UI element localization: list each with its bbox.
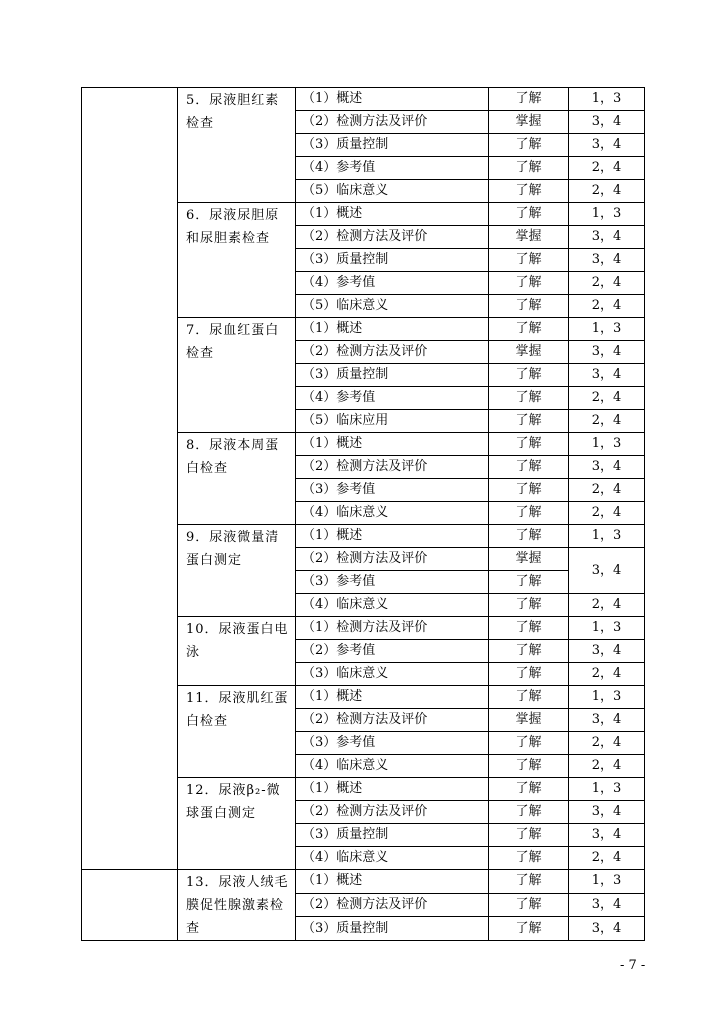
requirement-level: 了解 [489,663,569,686]
exam-code: 3，4 [569,824,645,847]
requirement-level: 了解 [489,732,569,755]
exam-code: 3，4 [569,134,645,157]
exam-code: 3，4 [569,709,645,732]
requirement-level: 了解 [489,157,569,180]
requirement-level: 了解 [489,686,569,709]
requirement-level: 了解 [489,88,569,111]
requirement-level: 了解 [489,364,569,387]
requirement-level: 掌握 [489,709,569,732]
requirement-level: 了解 [489,456,569,479]
exam-code: 2，4 [569,295,645,318]
requirement-level: 了解 [489,778,569,801]
syllabus-table [81,87,645,941]
exam-code: 2，4 [569,663,645,686]
exam-code: 3，4 [569,111,645,134]
content-item: （2）检测方法及评价 [296,893,489,917]
content-item: （3）质量控制 [296,917,489,941]
exam-code: 1，3 [569,88,645,111]
topic-title: 11．尿液肌红蛋白检查 [178,686,296,778]
exam-code: 1，3 [569,318,645,341]
exam-code: 3，4 [569,341,645,364]
content-item: （1）概述 [296,778,489,801]
content-item: （5）临床意义 [296,295,489,318]
requirement-level: 了解 [489,479,569,502]
requirement-level: 了解 [489,502,569,525]
requirement-level: 了解 [489,594,569,617]
content-item: （4）临床意义 [296,594,489,617]
section-cell [82,88,178,870]
exam-code: 2，4 [569,755,645,778]
exam-code: 3，4 [569,249,645,272]
requirement-level: 了解 [489,571,569,594]
content-item: （3）参考值 [296,732,489,755]
content-item: （4）参考值 [296,157,489,180]
exam-code: 2，4 [569,157,645,180]
requirement-level: 了解 [489,640,569,663]
topic-title: 6．尿液尿胆原和尿胆素检查 [178,203,296,318]
topic-title: 5．尿液胆红素检查 [178,88,296,203]
requirement-level: 了解 [489,180,569,203]
content-item: （2）检测方法及评价 [296,801,489,824]
requirement-level: 了解 [489,801,569,824]
requirement-level: 了解 [489,203,569,226]
requirement-level: 了解 [489,755,569,778]
exam-code: 3，4 [569,640,645,663]
requirement-level: 了解 [489,917,569,941]
requirement-level: 了解 [489,893,569,917]
requirement-level: 了解 [489,272,569,295]
exam-code: 3，4 [569,801,645,824]
exam-code: 2，4 [569,847,645,870]
exam-code: 2，4 [569,272,645,295]
requirement-level: 了解 [489,824,569,847]
exam-code: 2，4 [569,502,645,525]
page-number: - 7 - [620,958,646,973]
content-item: （4）临床意义 [296,847,489,870]
content-item: （2）检测方法及评价 [296,548,489,571]
content-item: （2）参考值 [296,640,489,663]
exam-code: 1，3 [569,203,645,226]
exam-code: 1，3 [569,870,645,894]
exam-code: 3，4 [569,893,645,917]
requirement-level: 了解 [489,249,569,272]
exam-code: 3，4 [569,364,645,387]
content-item: （3）临床意义 [296,663,489,686]
requirement-level: 了解 [489,318,569,341]
content-item: （3）质量控制 [296,364,489,387]
content-item: （2）检测方法及评价 [296,111,489,134]
topic-title: 10．尿液蛋白电泳 [178,617,296,686]
table-row [82,88,645,111]
content-item: （3）参考值 [296,571,489,594]
content-item: （1）概述 [296,88,489,111]
content-item: （4）临床意义 [296,755,489,778]
content-item: （1）概述 [296,525,489,548]
content-item: （4）临床意义 [296,502,489,525]
content-item: （2）检测方法及评价 [296,226,489,249]
exam-code: 3，4 [569,917,645,941]
exam-code: 3，4 [569,226,645,249]
content-item: （2）检测方法及评价 [296,709,489,732]
requirement-level: 了解 [489,433,569,456]
content-item: （3）质量控制 [296,249,489,272]
content-item: （5）临床意义 [296,180,489,203]
requirement-level: 了解 [489,134,569,157]
exam-code: 1，3 [569,617,645,640]
exam-code: 2，4 [569,594,645,617]
exam-code: 1，3 [569,433,645,456]
table-row [82,870,645,894]
exam-code: 2，4 [569,410,645,433]
topic-title: 13．尿液人绒毛膜促性腺激素检查 [178,870,296,941]
topic-title: 7．尿血红蛋白检查 [178,318,296,433]
content-item: （1）概述 [296,686,489,709]
content-item: （1）检测方法及评价 [296,617,489,640]
content-item: （3）质量控制 [296,134,489,157]
exam-code: 1，3 [569,686,645,709]
requirement-level: 了解 [489,410,569,433]
exam-code: 3，4 [569,548,645,594]
content-item: （2）检测方法及评价 [296,341,489,364]
content-item: （4）参考值 [296,387,489,410]
content-item: （1）概述 [296,433,489,456]
exam-code: 2，4 [569,479,645,502]
requirement-level: 了解 [489,387,569,410]
content-item: （1）概述 [296,870,489,894]
requirement-level: 掌握 [489,341,569,364]
requirement-level: 了解 [489,847,569,870]
content-item: （3）参考值 [296,479,489,502]
exam-code: 3，4 [569,456,645,479]
exam-code: 1，3 [569,525,645,548]
content-item: （1）概述 [296,318,489,341]
exam-code: 2，4 [569,180,645,203]
content-item: （5）临床应用 [296,410,489,433]
requirement-level: 了解 [489,870,569,894]
requirement-level: 了解 [489,295,569,318]
requirement-level: 掌握 [489,548,569,571]
content-item: （3）质量控制 [296,824,489,847]
content-item: （2）检测方法及评价 [296,456,489,479]
section-cell [82,870,178,941]
exam-code: 2，4 [569,387,645,410]
content-item: （4）参考值 [296,272,489,295]
requirement-level: 掌握 [489,226,569,249]
requirement-level: 了解 [489,617,569,640]
exam-code: 2，4 [569,732,645,755]
exam-code: 1，3 [569,778,645,801]
content-item: （1）概述 [296,203,489,226]
topic-title: 8．尿液本周蛋白检查 [178,433,296,525]
topic-title: 9．尿液微量清蛋白测定 [178,525,296,617]
topic-title: 12．尿液β₂-微球蛋白测定 [178,778,296,870]
syllabus-table-body [82,88,645,941]
requirement-level: 掌握 [489,111,569,134]
requirement-level: 了解 [489,525,569,548]
